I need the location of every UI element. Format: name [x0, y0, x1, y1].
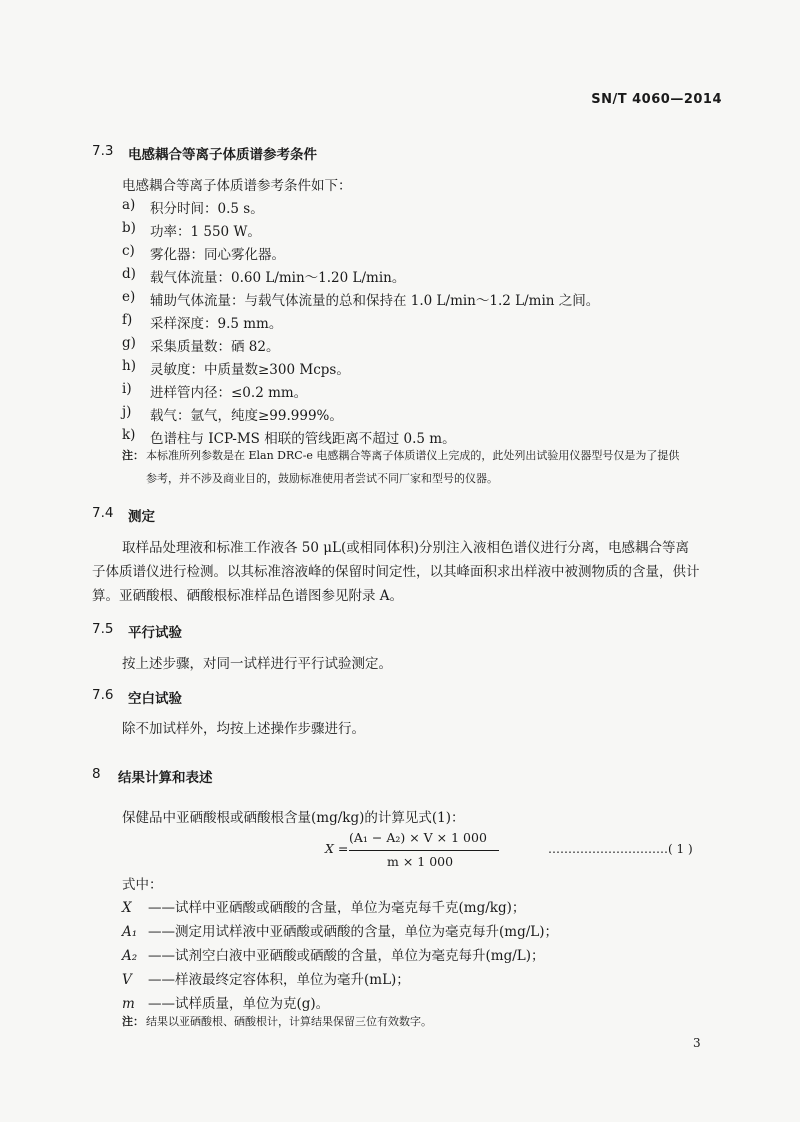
note-label: 注：	[122, 449, 144, 462]
section-number-7-6: 7.6	[92, 687, 114, 703]
list-item-label: g)	[122, 335, 136, 351]
list-item: 色谱柱与 ICP-MS 相联的管线距离不超过 0.5 m。	[150, 431, 456, 447]
list-item	[122, 920, 558, 940]
variable-definition: ——试剂空白液中亚硒酸或硒酸的含量，单位为毫克每升(mg/L)；	[148, 948, 545, 964]
list-item: 辅助气体流量：与载气体流量的总和保持在 1.0 L/min～1.2 L/min 之间。	[150, 293, 600, 309]
list-item: 功率：1 550 W。	[150, 224, 261, 240]
list-item-label: a)	[122, 197, 136, 213]
formula-lhs: X =	[325, 841, 349, 856]
formula-intro: 保健品中亚硒酸根或硒酸根含量(mg/kg)的计算见式(1)：	[122, 810, 465, 826]
variable-definition: ——试样中亚硒酸或硒酸的含量，单位为毫克每千克(mg/kg)；	[148, 900, 526, 916]
variable-symbol: m	[122, 996, 135, 1012]
note-text-line2: 参考，并不涉及商业目的，鼓励标准使用者尝试不同厂家和型号的仪器。	[146, 472, 498, 485]
section-title-7-3: 电感耦合等离子体质谱参考条件	[128, 147, 317, 163]
section-title-7-4: 测定	[128, 509, 155, 525]
paragraph-line: 按上述步骤，对同一试样进行平行试验测定。	[122, 656, 392, 672]
variable-definition: ——试样质量，单位为克(g)。	[148, 996, 330, 1012]
where-label: 式中：	[122, 877, 163, 893]
list-item-label: d)	[122, 266, 136, 282]
list-item-label: h)	[122, 358, 136, 374]
formula-numerator: (A₁ − A₂) × V × 1 000	[349, 830, 487, 845]
list-item: 雾化器：同心雾化器。	[150, 247, 285, 263]
list-item	[122, 896, 525, 916]
list-item	[122, 944, 545, 964]
list-item-label: b)	[122, 220, 136, 236]
list-item: 载气：氩气，纯度≥99.999%。	[150, 408, 343, 424]
list-item: 载气体流量：0.60 L/min～1.20 L/min。	[150, 270, 406, 286]
note-text-line1: 本标准所列参数是在 Elan DRC-e 电感耦合等离子体质谱仪上完成的，此处列出试验用仪器型号仅是为了提供	[146, 449, 680, 462]
note-label: 注：	[122, 1015, 144, 1028]
paragraph-line: 除不加试样外，均按上述操作步骤进行。	[122, 721, 365, 737]
fraction-bar	[349, 850, 499, 851]
variable-symbol: X	[122, 900, 132, 916]
variable-symbol: V	[122, 972, 132, 988]
formula-number: …………………………( 1 )	[548, 842, 693, 856]
variable-definition: ——样液最终定容体积，单位为毫升(mL)；	[148, 972, 410, 988]
paragraph-line: 子体质谱仪进行检测。以其标准溶液峰的保留时间定性，以其峰面积求出样液中被测物质的含量，供计	[92, 564, 700, 580]
list-item-label: j)	[122, 404, 132, 420]
variable-definition: ——测定用试样液中亚硒酸或硒酸的含量，单位为毫克每升(mg/L)；	[148, 924, 558, 940]
list-item: 采样深度：9.5 mm。	[150, 316, 283, 332]
section-number-7-3: 7.3	[92, 143, 114, 159]
list-item: 积分时间：0.5 s。	[150, 201, 264, 217]
list-item-label: k)	[122, 427, 136, 443]
list-item	[122, 992, 329, 1012]
standard-number: SN/T 4060—2014	[591, 92, 722, 107]
section-number-7-5: 7.5	[92, 621, 114, 637]
variable-symbol: A₁	[122, 924, 138, 940]
list-item-label: f)	[122, 312, 133, 328]
list-item: 进样管内径：≤0.2 mm。	[150, 385, 308, 401]
list-item-label: e)	[122, 289, 136, 305]
list-item: 采集质量数：硒 82。	[150, 339, 280, 355]
list-item-label: i)	[122, 381, 132, 397]
formula-denominator: m × 1 000	[387, 854, 454, 869]
page-number: 3	[693, 1036, 701, 1050]
paragraph-line: 算。亚硒酸根、硒酸根标准样品色谱图参见附录 A。	[92, 588, 404, 604]
list-item-label: c)	[122, 243, 135, 259]
section-title-8: 结果计算和表述	[118, 770, 213, 786]
variable-symbol: A₂	[122, 948, 138, 964]
list-item	[122, 968, 410, 988]
section-title-7-5: 平行试验	[128, 625, 182, 641]
section-number-7-4: 7.4	[92, 505, 114, 521]
section-title-7-6: 空白试验	[128, 691, 182, 707]
section-number-8: 8	[92, 766, 101, 782]
list-item: 灵敏度：中质量数≥300 Mcps。	[150, 362, 350, 378]
section-7-3-intro: 电感耦合等离子体质谱参考条件如下：	[122, 178, 352, 194]
note-text: 结果以亚硒酸根、硒酸根计，计算结果保留三位有效数字。	[146, 1015, 432, 1028]
paragraph-line: 取样品处理液和标准工作液各 50 μL(或相同体积)分别注入液相色谱仪进行分离，电感耦合等离	[122, 540, 690, 556]
